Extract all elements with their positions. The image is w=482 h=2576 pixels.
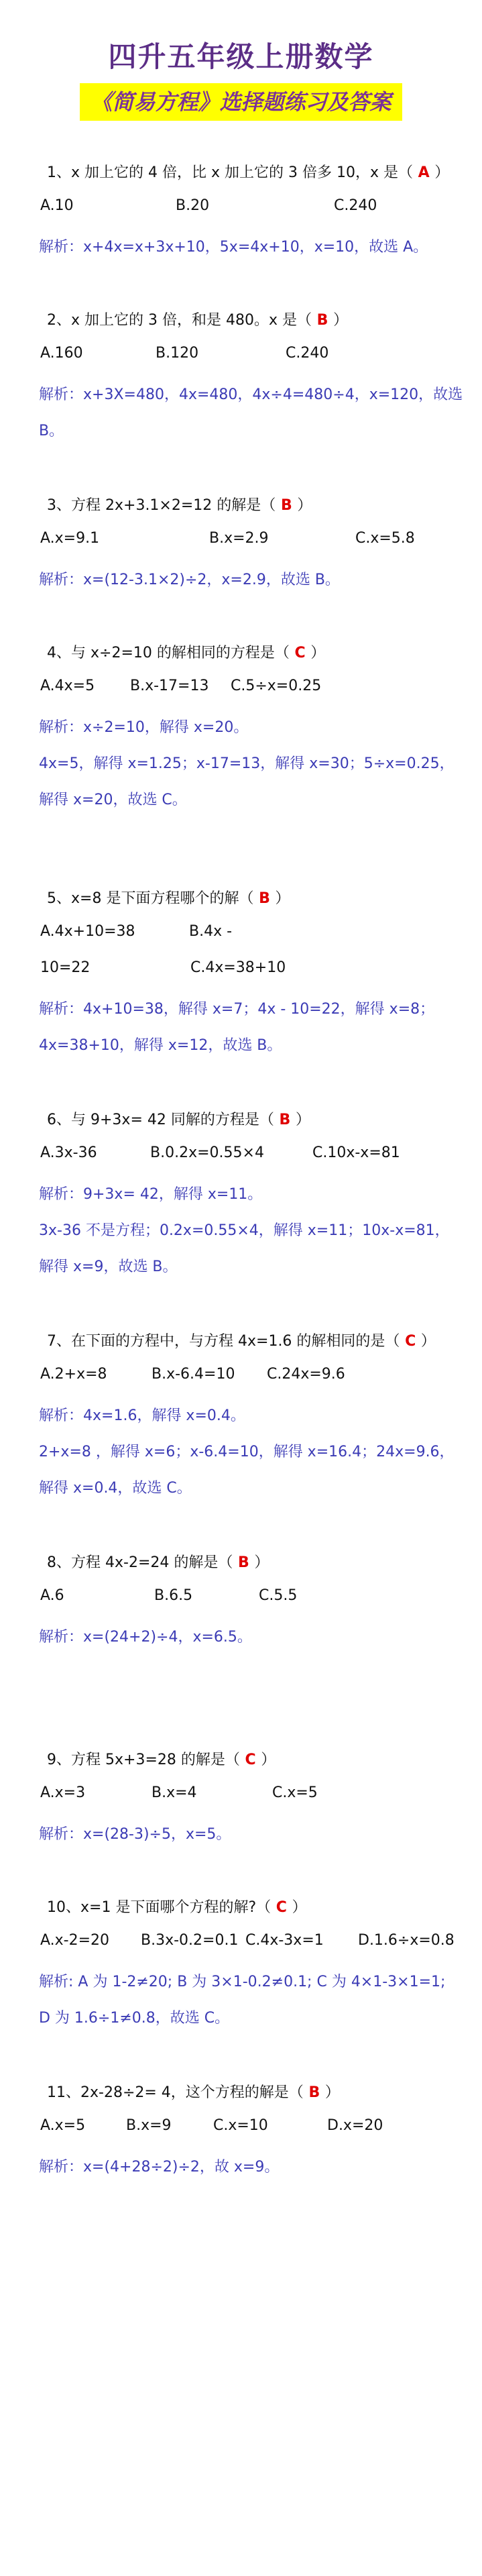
question-3-explanation: 解析：x=(12-3.1×2)÷2，x=2.9，故选 B。 — [39, 572, 340, 588]
question-1-text — [47, 161, 449, 182]
question-6-explanation: 解得 x=9，故选 B。 — [39, 1258, 178, 1275]
answer-letter: B — [312, 312, 334, 329]
question-2-explanation: 解析：x+3X=480，4x=480，4x÷4=480÷4，x=120，故选 — [39, 386, 463, 403]
page-title: 四升五年级上册数学 — [108, 40, 374, 73]
question-2-option: C.240 — [286, 345, 329, 362]
question-6-option: C.10x-x=81 — [312, 1144, 400, 1161]
question-9-explanation: 解析：x=(28-3)÷5，x=5。 — [39, 1826, 231, 1843]
question-5-option: 10=22 — [40, 959, 91, 976]
question-2-option: A.160 — [40, 345, 83, 362]
question-8-option: A.6 — [40, 1587, 64, 1604]
question-8-explanation: 解析：x=(24+2)÷4，x=6.5。 — [39, 1629, 252, 1646]
question-1-option: B.20 — [176, 197, 210, 214]
question-9-option: C.x=5 — [272, 1784, 318, 1801]
question-4-explanation: 解析：x÷2=10，解得 x=20。 — [39, 719, 249, 736]
question-9-option: A.x=3 — [40, 1784, 86, 1801]
answer-letter: B — [276, 497, 298, 514]
question-10-option: C.4x-3x=1 — [245, 1932, 324, 1949]
question-5-explanation: 4x=38+10，解得 x=12，故选 B。 — [39, 1037, 282, 1054]
question-5-explanation: 解析：4x+10=38，解得 x=7；4x - 10=22，解得 x=8； — [39, 1001, 435, 1018]
question-5-option: A.4x+10=38 — [40, 923, 135, 940]
answer-letter: C — [289, 645, 311, 661]
question-stem: 1、x 加上它的 4 倍，比 x 加上它的 3 倍多 10，x 是（ — [47, 164, 413, 181]
question-7-explanation: 解析：4x=1.6，解得 x=0.4。 — [39, 1407, 245, 1424]
question-2-option: B.120 — [156, 345, 199, 362]
closing-paren: ） — [310, 645, 326, 661]
answer-letter: C — [400, 1333, 421, 1350]
question-6-text — [47, 1108, 310, 1129]
question-7-text — [47, 1330, 436, 1350]
answer-letter: A — [412, 164, 435, 181]
question-9-text — [47, 1748, 276, 1769]
question-6-option: A.3x-36 — [40, 1144, 97, 1161]
question-1-option: C.240 — [334, 197, 377, 214]
closing-paren: ） — [420, 1333, 436, 1350]
question-1-option: A.10 — [40, 197, 74, 214]
question-7-explanation: 2+x=8 ，解得 x=6；x-6.4=10，解得 x=16.4；24x=9.6， — [39, 1444, 455, 1460]
question-10-option: A.x-2=20 — [40, 1932, 110, 1949]
closing-paren: ） — [333, 312, 349, 329]
question-stem: 7、在下面的方程中，与方程 4x=1.6 的解相同的是（ — [47, 1333, 400, 1350]
question-4-option: B.x-17=13 — [130, 678, 209, 694]
question-10-option: D.1.6÷x=0.8 — [358, 1932, 455, 1949]
subtitle-wrap — [0, 83, 482, 121]
question-11-explanation: 解析：x=(4+28÷2)÷2，故 x=9。 — [39, 2159, 280, 2176]
question-7-option: B.x-6.4=10 — [152, 1366, 235, 1383]
question-stem: 11、2x-28÷2= 4，这个方程的解是（ — [47, 2084, 304, 2101]
question-11-option: B.x=9 — [126, 2117, 172, 2134]
question-4-explanation: 解得 x=20，故选 C。 — [39, 792, 187, 808]
question-11-option: A.x=5 — [40, 2117, 86, 2134]
question-7-option: A.2+x=8 — [40, 1366, 107, 1383]
question-stem: 8、方程 4x-2=24 的解是（ — [47, 1554, 233, 1571]
question-3-option: B.x=2.9 — [209, 530, 269, 547]
question-4-explanation: 4x=5，解得 x=1.25；x-17=13，解得 x=30；5÷x=0.25， — [39, 755, 455, 772]
question-stem: 10、x=1 是下面哪个方程的解?（ — [47, 1899, 272, 1916]
question-5-text — [47, 887, 290, 908]
question-11-option: D.x=20 — [327, 2117, 383, 2134]
closing-paren: ） — [254, 1554, 269, 1571]
question-stem: 9、方程 5x+3=28 的解是（ — [47, 1752, 240, 1768]
question-3-text — [47, 494, 312, 515]
question-6-option: B.0.2x=0.55×4 — [150, 1144, 264, 1161]
question-2-explanation: B。 — [39, 423, 64, 439]
closing-paren: ） — [324, 2084, 340, 2101]
question-9-option: B.x=4 — [152, 1784, 197, 1801]
question-stem: 4、与 x÷2=10 的解相同的方程是（ — [47, 645, 290, 661]
closing-paren: ） — [261, 1752, 276, 1768]
answer-letter: B — [253, 890, 276, 907]
question-5-option: B.4x - — [189, 923, 233, 940]
question-2-text — [47, 309, 348, 329]
closing-paren: ） — [297, 497, 312, 514]
question-6-explanation: 解析：9+3x= 42，解得 x=11。 — [39, 1186, 263, 1203]
question-10-text — [47, 1896, 307, 1917]
question-stem: 3、方程 2x+3.1×2=12 的解是（ — [47, 497, 276, 514]
question-stem: 5、x=8 是下面方程哪个的解（ — [47, 890, 254, 907]
closing-paren: ） — [275, 890, 290, 907]
closing-paren: ） — [292, 1899, 307, 1916]
question-6-explanation: 3x-36 不是方程；0.2x=0.55×4，解得 x=11；10x-x=81， — [39, 1222, 450, 1239]
question-11-text — [47, 2081, 340, 2102]
answer-letter: B — [233, 1554, 255, 1571]
answer-letter: C — [271, 1899, 292, 1916]
question-5-option: C.4x=38+10 — [190, 959, 286, 976]
closing-paren: ） — [295, 1112, 310, 1128]
question-10-option: B.3x-0.2=0.1 — [141, 1932, 239, 1949]
question-8-option: C.5.5 — [259, 1587, 298, 1604]
question-10-explanation: 解析: A 为 1-2≠20; B 为 3×1-0.2≠0.1; C 为 4×1-3×1=1; — [39, 1974, 446, 1990]
question-1-explanation: 解析：x+4x=x+3x+10，5x=4x+10，x=10，故选 A。 — [39, 239, 428, 256]
page-subtitle: 《简易方程》选择题练习及答案 — [80, 83, 402, 121]
question-3-option: C.x=5.8 — [355, 530, 415, 547]
answer-letter: C — [239, 1752, 261, 1768]
question-4-text — [47, 641, 325, 662]
question-4-option: A.4x=5 — [40, 678, 95, 694]
question-7-explanation: 解得 x=0.4，故选 C。 — [39, 1480, 192, 1497]
question-7-option: C.24x=9.6 — [267, 1366, 345, 1383]
question-11-option: C.x=10 — [213, 2117, 268, 2134]
answer-letter: B — [274, 1112, 296, 1128]
question-stem: 2、x 加上它的 3 倍，和是 480。x 是（ — [47, 312, 312, 329]
question-8-option: B.6.5 — [154, 1587, 193, 1604]
question-3-option: A.x=9.1 — [40, 530, 100, 547]
question-stem: 6、与 9+3x= 42 同解的方程是（ — [47, 1112, 274, 1128]
question-8-text — [47, 1551, 269, 1572]
answer-letter: B — [303, 2084, 325, 2101]
question-10-explanation: D 为 1.6÷1≠0.8，故选 C。 — [39, 2010, 230, 2027]
question-4-option: C.5÷x=0.25 — [231, 678, 322, 694]
closing-paren: ） — [434, 164, 450, 181]
